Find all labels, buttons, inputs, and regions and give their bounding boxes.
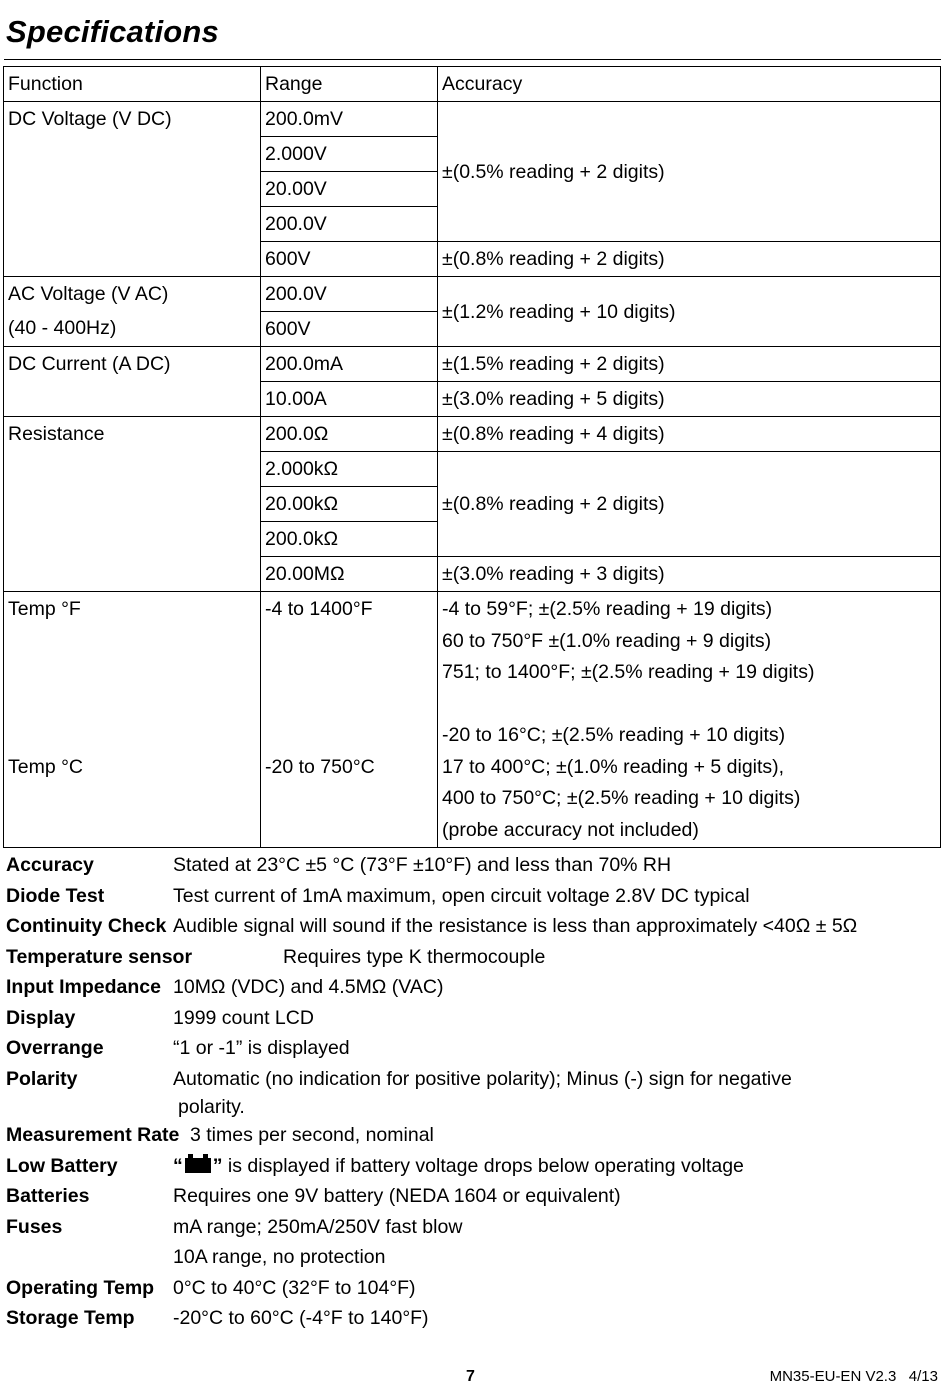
- spec-label: Measurement Rate: [6, 1124, 180, 1146]
- table-row: [4, 277, 941, 312]
- range-cell: 200.0mV: [261, 102, 438, 137]
- spec-operating-temp: [6, 1273, 857, 1304]
- accuracy-cell: ±(1.5% reading + 2 digits): [438, 347, 941, 382]
- accuracy-cell: ±(1.2% reading + 10 digits): [438, 277, 941, 347]
- spec-value: “1 or -1” is displayed: [173, 1037, 350, 1059]
- battery-icon: [185, 1158, 211, 1173]
- spec-label: Storage Temp: [6, 1307, 135, 1329]
- spec-value-line1: mA range; 250mA/250V fast blow: [173, 1215, 463, 1238]
- spec-value-line2: polarity.: [178, 1096, 245, 1118]
- temp-f-label: Temp °F: [8, 598, 81, 620]
- range-cell: 200.0V: [261, 277, 438, 312]
- spec-diode: [6, 881, 857, 912]
- range-cell: 200.0kΩ: [261, 522, 438, 557]
- accuracy-cell: ±(3.0% reading + 3 digits): [438, 557, 941, 592]
- temp-acc-line: 751; to 1400°F; ±(2.5% reading + 19 digits): [442, 661, 815, 683]
- spec-list: [6, 850, 857, 1334]
- title-rule: [4, 59, 941, 60]
- temp-c-range: -20 to 750°C: [265, 755, 375, 778]
- accuracy-cell: ±(0.8% reading + 2 digits): [438, 452, 941, 557]
- range-cell: 2.000kΩ: [261, 452, 438, 487]
- spec-label: Display: [6, 1006, 76, 1029]
- range-temp: [261, 592, 438, 848]
- function-dc-voltage: DC Voltage (V DC): [4, 102, 261, 277]
- spec-value: 3 times per second, nominal: [190, 1124, 434, 1146]
- spec-value: 0°C to 40°C (32°F to 104°F): [173, 1276, 416, 1299]
- spec-value-line2: 10A range, no protection: [173, 1246, 386, 1268]
- spec-storage-temp: [6, 1303, 857, 1334]
- range-cell: 10.00A: [261, 382, 438, 417]
- range-cell: 2.000V: [261, 137, 438, 172]
- spec-value: 1999 count LCD: [173, 1006, 314, 1029]
- temp-acc-line: -4 to 59°F; ±(2.5% reading + 19 digits): [442, 598, 773, 620]
- page-number: 7: [466, 1368, 475, 1385]
- spec-label: Continuity Check: [6, 915, 167, 937]
- spec-label: Accuracy: [6, 854, 94, 876]
- temp-c-label: Temp °C: [8, 755, 83, 778]
- spec-label: Operating Temp: [6, 1276, 155, 1299]
- temp-f-range: -4 to 1400°F: [265, 598, 373, 620]
- temp-acc-spacer: [442, 689, 936, 721]
- spec-value: [173, 1151, 744, 1182]
- spec-value-line1: Automatic (no indication for positive polarity); Minus (-) sign for negative: [173, 1067, 792, 1090]
- spec-batteries: [6, 1181, 857, 1212]
- spec-value-text: is displayed if battery voltage drops below operating voltage: [222, 1154, 744, 1177]
- spec-label: Temperature sensor: [6, 945, 193, 968]
- spec-value: [173, 1064, 792, 1121]
- spec-table: [3, 66, 941, 848]
- spec-continuity: [6, 911, 857, 942]
- spec-value: Requires one 9V battery (NEDA 1604 or equivalent): [173, 1185, 621, 1207]
- spec-label: Fuses: [6, 1215, 63, 1238]
- range-cell: 20.00V: [261, 172, 438, 207]
- spec-label: Diode Test: [6, 884, 105, 907]
- accuracy-cell: ±(0.8% reading + 2 digits): [438, 242, 941, 277]
- temp-acc-line: 60 to 750°F ±(1.0% reading + 9 digits): [442, 629, 772, 652]
- quote-close: ”: [212, 1154, 223, 1177]
- quote-open: “: [173, 1154, 183, 1177]
- accuracy-cell: ±(0.8% reading + 4 digits): [438, 417, 941, 452]
- accuracy-cell: ±(3.0% reading + 5 digits): [438, 382, 941, 417]
- spec-value: Stated at 23°C ±5 °C (73°F ±10°F) and less than 70% RH: [173, 854, 672, 876]
- accuracy-temp: [438, 592, 941, 848]
- table-row: [4, 592, 941, 848]
- spec-polarity: [6, 1064, 857, 1121]
- spec-impedance: [6, 972, 857, 1003]
- spec-label: Batteries: [6, 1185, 90, 1207]
- function-temp: [4, 592, 261, 848]
- function-dc-current: DC Current (A DC): [4, 347, 261, 417]
- temp-acc-line: -20 to 16°C; ±(2.5% reading + 10 digits): [442, 724, 786, 746]
- table-header-row: [4, 67, 941, 102]
- spec-value: Requires type K thermocouple: [283, 945, 546, 968]
- spec-value: 10MΩ (VDC) and 4.5MΩ (VAC): [173, 976, 444, 998]
- spec-accuracy: [6, 850, 857, 881]
- spec-value: [173, 1212, 462, 1273]
- spec-rate: [6, 1120, 857, 1151]
- temp-acc-line: (probe accuracy not included): [442, 818, 699, 841]
- accuracy-cell: ±(0.5% reading + 2 digits): [438, 102, 941, 242]
- spec-fuses: [6, 1212, 857, 1273]
- range-cell: 20.00kΩ: [261, 487, 438, 522]
- header-range: Range: [261, 67, 438, 102]
- function-ac-voltage-line2: (40 - 400Hz): [8, 317, 117, 339]
- range-cell: 600V: [261, 312, 438, 347]
- spec-temp-sensor: [6, 942, 857, 973]
- spec-label: Low Battery: [6, 1154, 118, 1177]
- spec-label: Input Impedance: [6, 976, 161, 998]
- function-ac-voltage-line1: AC Voltage (V AC): [8, 283, 169, 305]
- spec-display: [6, 1003, 857, 1034]
- spec-value: Test current of 1mA maximum, open circuit voltage 2.8V DC typical: [173, 884, 750, 907]
- document-id: MN35-EU-EN V2.3 4/13: [769, 1368, 938, 1385]
- range-cell: 200.0Ω: [261, 417, 438, 452]
- range-cell: 200.0V: [261, 207, 438, 242]
- table-row: [4, 347, 941, 382]
- function-ac-voltage: [4, 277, 261, 347]
- header-function: Function: [4, 67, 261, 102]
- spec-low-battery: [6, 1151, 857, 1182]
- table-row: [4, 417, 941, 452]
- header-accuracy: Accuracy: [438, 67, 941, 102]
- spec-value: -20°C to 60°C (-4°F to 140°F): [173, 1307, 429, 1329]
- table-row: [4, 102, 941, 137]
- page-title: Specifications: [6, 14, 219, 49]
- spec-value: Audible signal will sound if the resistance is less than approximately <40Ω ± 5Ω: [173, 915, 858, 937]
- spec-label: Overrange: [6, 1037, 104, 1059]
- range-cell: 200.0mA: [261, 347, 438, 382]
- temp-acc-line: 17 to 400°C; ±(1.0% reading + 5 digits),: [442, 755, 785, 778]
- function-resistance: Resistance: [4, 417, 261, 592]
- spec-label: Polarity: [6, 1067, 78, 1090]
- range-cell: 600V: [261, 242, 438, 277]
- range-cell: 20.00MΩ: [261, 557, 438, 592]
- temp-acc-line: 400 to 750°C; ±(2.5% reading + 10 digits): [442, 787, 801, 809]
- spec-overrange: [6, 1033, 857, 1064]
